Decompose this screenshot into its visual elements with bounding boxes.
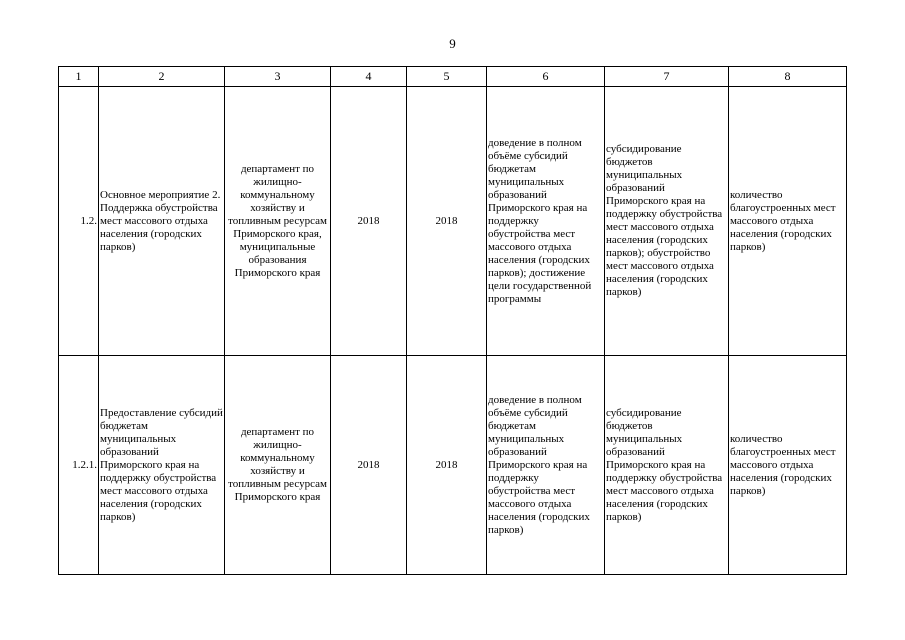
header-cell: 2 (99, 67, 225, 87)
item-name: Предоставление субсидий бюджетам муниципальных образований Приморского края на поддержку обустройства мест массового отдыха населения (городских парков) (99, 356, 225, 575)
item-executor: департамент по жилищно-коммунальному хозяйству и топливным ресурсам Приморского края (225, 356, 331, 575)
item-end-year: 2018 (407, 356, 487, 575)
table-row (59, 87, 847, 356)
item-number: 1.2. (59, 87, 99, 356)
table-row (59, 356, 847, 575)
item-content: субсидирование бюджетов муниципальных образований Приморского края на поддержку обустройства мест массового отдыха населения (городских парков); обустройство мест массового отдыха населения (городских парков) (605, 87, 729, 356)
header-cell: 5 (407, 67, 487, 87)
item-expected-result: доведение в полном объёме субсидий бюджетам муниципальных образований Приморского края на поддержку обустройства мест массового отдыха населения (городских парков); достижение цели государственной программы (487, 87, 605, 356)
item-expected-result: доведение в полном объёме субсидий бюджетам муниципальных образований Приморского края на поддержку обустройства мест массового отдыха населения (городских парков) (487, 356, 605, 575)
item-end-year: 2018 (407, 87, 487, 356)
item-number: 1.2.1. (59, 356, 99, 575)
item-content: субсидирование бюджетов муниципальных образований Приморского края на поддержку обустройства мест массового отдыха населения (городских парков) (605, 356, 729, 575)
item-executor: департамент по жилищно-коммунальному хозяйству и топливным ресурсам Приморского края, муниципальные образования Приморского края (225, 87, 331, 356)
header-cell: 8 (729, 67, 847, 87)
header-cell: 6 (487, 67, 605, 87)
item-name: Основное мероприятие 2. Поддержка обустройства мест массового отдыха населения (городских парков) (99, 87, 225, 356)
item-start-year: 2018 (331, 87, 407, 356)
page-number: 9 (449, 36, 456, 51)
header-cell: 4 (331, 67, 407, 87)
header-cell: 7 (605, 67, 729, 87)
program-table (58, 66, 847, 575)
item-start-year: 2018 (331, 356, 407, 575)
header-cell: 3 (225, 67, 331, 87)
header-row (59, 67, 847, 87)
item-indicator: количество благоустроенных мест массового отдыха населения (городских парков) (729, 87, 847, 356)
item-indicator: количество благоустроенных мест массового отдыха населения (городских парков) (729, 356, 847, 575)
header-cell: 1 (59, 67, 99, 87)
